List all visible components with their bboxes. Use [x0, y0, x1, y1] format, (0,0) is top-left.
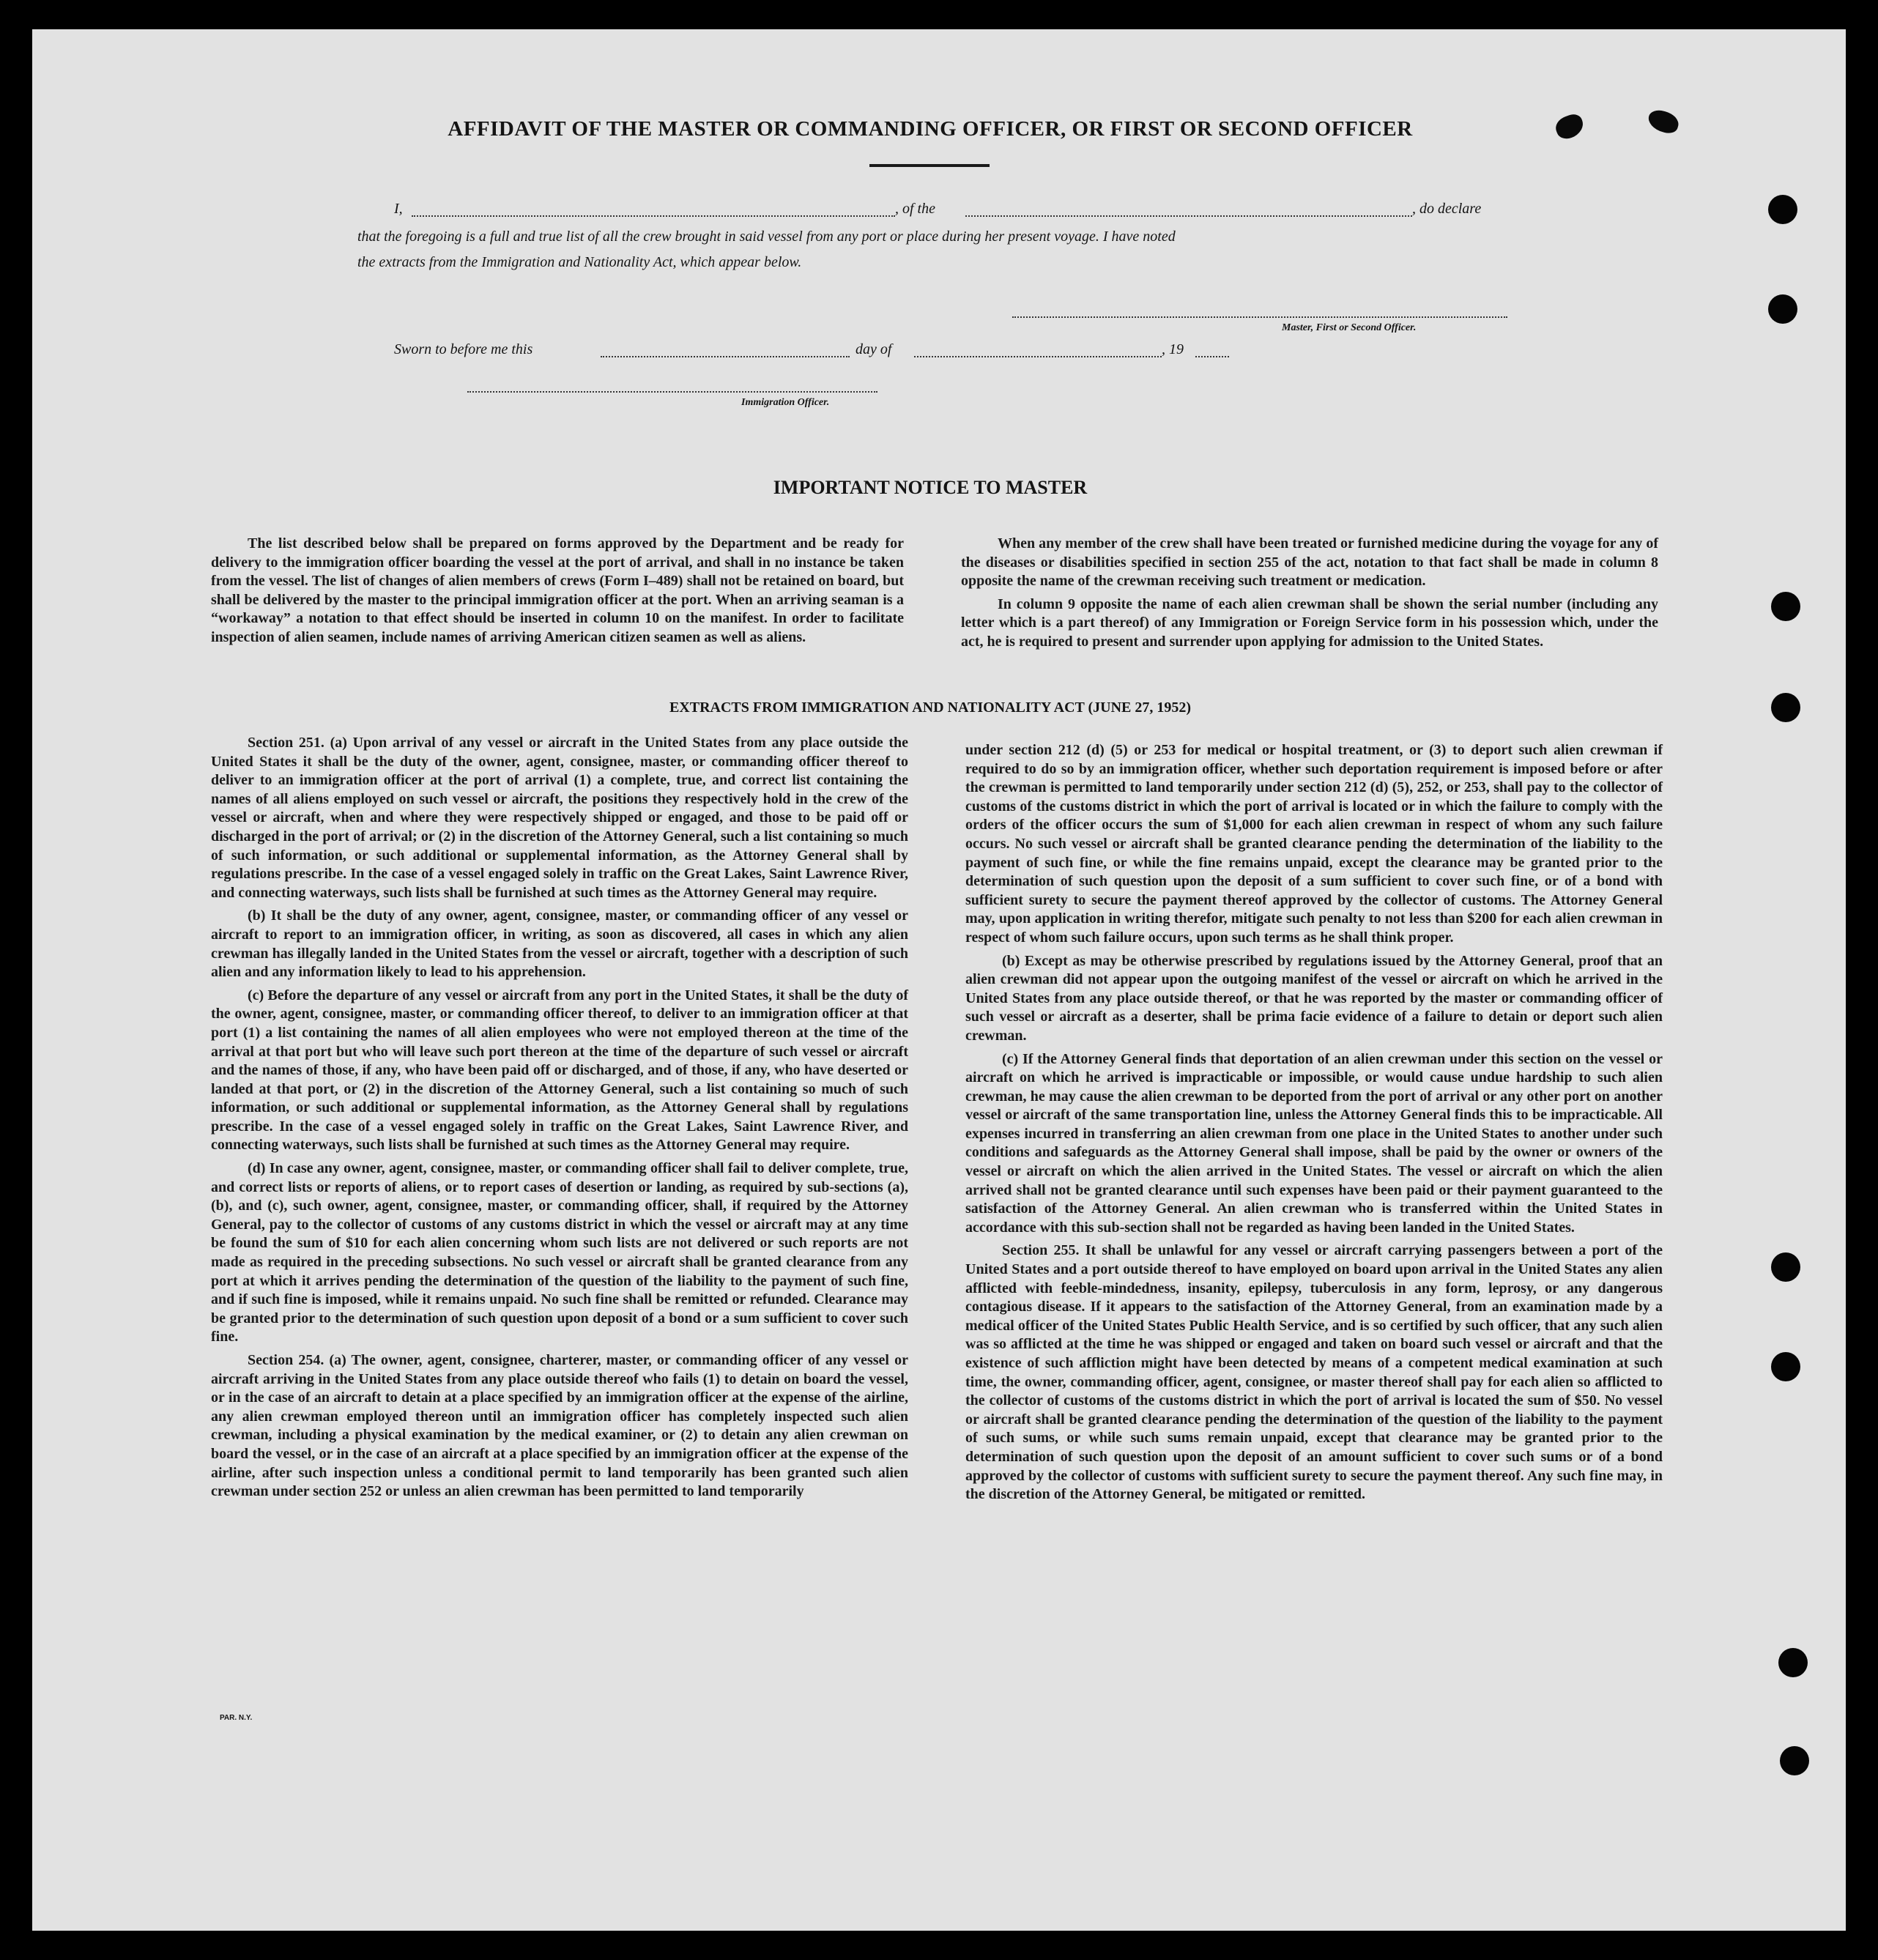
punch-hole [1771, 592, 1800, 621]
notice-right-paragraph: In column 9 opposite the name of each alien crewman shall be shown the serial number (including any letter which is a part thereof) of any Immigration or Foreign Service form in his possession which, under the act, he is required to present and surrender upon applying for admission to the United States. [961, 595, 1658, 650]
notice-right-paragraph: When any member of the crew shall have been treated or furnished medicine during the voyage for any of the diseases or disabilities specified in section 255 of the act, notation to that fact shall be made in column 8 opposite the name of the crewman receiving such treatment or medication. [961, 535, 1658, 590]
title-divider [869, 164, 990, 167]
extract-paragraph: (b) It shall be the duty of any owner, agent, consignee, master, or commanding officer of any vessel or aircraft to report to an immigration officer, in writing, as soon as discovered, all cases in which any alien crewman has illegally landed in the United States from the vessel or aircraft, together with a description of such alien and any information likely to lead to his apprehension. [211, 907, 908, 981]
sworn-month-field[interactable] [914, 356, 1162, 357]
punch-hole [1768, 294, 1797, 324]
immigration-officer-caption: Immigration Officer. [741, 397, 830, 408]
extracts-right-column [965, 741, 1663, 1509]
punch-hole [1780, 1746, 1809, 1775]
declaration-line-3: the extracts from the Immigration and Nationality Act, which appear below. [357, 254, 802, 270]
of-the-text: , of the [895, 201, 935, 217]
immigration-officer-signature-field[interactable] [467, 391, 877, 393]
punch-hole [1771, 1352, 1800, 1381]
declaration-line-2: that the foregoing is a full and true list of all the crew brought in said vessel from any port or place during her present voyage. I have noted [357, 229, 1176, 245]
extract-paragraph: Section 251. (a) Upon arrival of any vessel or aircraft in the United States from any place outside the United States it shall be the duty of the owner, agent, consignee, master, or commanding officer thereof to deliver to an immigration officer at the port of arrival (1) a complete, true, and correct list containing the names of all aliens employed on such vessel or aircraft, the positions they respectively hold in the crew of the vessel or aircraft, when and where they were respectively shipped or engaged, and those to be paid off or discharged in the port of arrival; or (2) in the discretion of the Attorney General, such a list containing so much of such information, or such additional or supplemental information, as the Attorney General shall by regulations prescribe. In the case of a vessel engaged solely in traffic on the Great Lakes, Saint Lawrence River, and connecting waterways, such lists shall be furnished at such times as the Attorney General may require. [211, 735, 908, 901]
extract-paragraph: Section 255. It shall be unlawful for any vessel or aircraft carrying passengers between a port of the United States and a port outside thereof to have employed on board upon arrival in the United States any alien afflicted with feeble-mindedness, insanity, epilepsy, tuberculosis in any form, leprosy, or any dangerous contagious disease. If it appears to the satisfaction of the Attorney General, from an examination made by a medical officer of the United States Public Health Service, and is so certified by such officer, that any such alien was so afflicted at the time he was shipped or engaged and taken on board such vessel or aircraft and that the existence of such affliction might have been detected by means of a competent medical examination at such time, the owner, commanding officer, agent, consignee, or master thereof shall pay for each alien so afflicted to the collector of customs of the customs district in which the port of arrival is located the sum of $50. No vessel or aircraft shall be granted clearance pending the determination of the question of the liability to the payment of such sums, or while such sums remain unpaid, except that clearance may be granted prior to the determination of such question upon the deposit of an amount sufficient to cover such sums or of a bond approved by the collector of customs with sufficient surety to secure the payment thereof. Any such fine may, in the discretion of the Attorney General, be mitigated or remitted. [965, 1242, 1663, 1503]
extracts-title: EXTRACTS FROM IMMIGRATION AND NATIONALITY ACT (JUNE 27, 1952) [669, 699, 1192, 716]
extract-paragraph: (b) Except as may be otherwise prescribed by regulations issued by the Attorney General, proof that an alien crewman did not appear upon the outgoing manifest of the vessel or aircraft on which he arrived in the United States from any place outside thereof, or that he was reported by the master or commanding officer of such vessel or aircraft as a deserter, shall be prima facie evidence of a failure to detain or deport such alien crewman. [965, 952, 1663, 1044]
sworn-year-field[interactable] [1195, 356, 1229, 357]
affidavit-title: AFFIDAVIT OF THE MASTER OR COMMANDING OFFICER, OR FIRST OR SECOND OFFICER [448, 117, 1413, 141]
declarant-prefix: I, [394, 201, 403, 217]
master-signature-caption: Master, First or Second Officer. [1282, 322, 1417, 333]
notice-left-column [211, 535, 904, 652]
extract-paragraph: Section 254. (a) The owner, agent, consignee, charterer, master, or commanding officer of any vessel or aircraft arriving in the United States from any place outside thereof who fails (1) to detain on board the vessel, or in the case of an aircraft to detain at a place specified by an immigration officer at the expense of the airline, any alien crewman employed thereon until an immigration officer has completely inspected such alien crewman, including a physical examination by the medical examiner, or (2) to detain any alien crewman on board the vessel, or in the case of an aircraft at a place specified by an immigration officer at the expense of the airline, after such inspection unless a conditional permit to land temporarily has been granted such alien crewman under section 252 or unless an alien crewman has been permitted to land temporarily [211, 1352, 908, 1500]
do-declare-text: , do declare [1412, 201, 1482, 217]
extract-paragraph: (c) If the Attorney General finds that deportation of an alien crewman under this section on the vessel or aircraft on which he arrived is impracticable or impossible, or would cause undue hardship to such alien crewman, he may cause the alien crewman to be deported from the port of arrival or any other port on another vessel or aircraft of the same transportation line, unless the Attorney General finds this to be impracticable. All expenses incurred in transferring an alien crewman from one place in the United States to another under such conditions and safeguards as the Attorney General shall impose, shall be paid by the owner or owners of the vessel or aircraft on which the alien arrived in the United States. The vessel or aircraft on which the alien arrived shall not be granted clearance until such expenses have been paid or their payment guaranteed to the satisfaction of the Attorney General. An alien crewman who is transferred within the United States in accordance with this sub-section shall not be regarded as having been landed in the United States. [965, 1050, 1663, 1236]
notice-title: IMPORTANT NOTICE TO MASTER [773, 477, 1088, 498]
printer-mark: PAR. N.Y. [220, 1714, 253, 1722]
vessel-name-field[interactable] [965, 215, 1412, 217]
sworn-date-field[interactable] [601, 356, 850, 357]
sworn-prefix: Sworn to before me this [394, 341, 533, 357]
extracts-left-column [211, 734, 908, 1506]
extract-paragraph: (d) In case any owner, agent, consignee, master, or commanding officer shall fail to deliver complete, true, and correct lists or reports of aliens, or to report cases of desertion or landing, as required by sub-sections (a), (b), and (c), such owner, agent, consignee, master, or commanding officer, shall, if required by the Attorney General, pay to the collector of customs of any customs district in which the vessel or aircraft may at any time be found the sum of $10 for each alien concerning whom such lists are not delivered or such reports are not made as required in the preceding subsections. No such vessel or aircraft shall be granted clearance from any port at which it arrives pending the determination of the question of the liability to the payment of such fine, and if such fine is imposed, while it remains unpaid. No such fine shall be remitted or refunded. Clearance may be granted prior to the determination of such question upon deposit of a bond or a sum sufficient to cover such fine. [211, 1160, 908, 1345]
punch-hole [1771, 693, 1800, 722]
master-signature-field[interactable] [1012, 316, 1507, 318]
extract-paragraph: under section 212 (d) (5) or 253 for medical or hospital treatment, or (3) to deport such alien crewman if required to do so by an immigration officer, whether such deportation requirement is imposed before or after the crewman is permitted to land temporarily under section 212 (d) (5), 252, or 253, shall pay to the collector of customs of the customs district in which the port of arrival is located or in which the failure to comply with the orders of the officer occurs the sum of $1,000 for each alien crewman in respect of whom any such failure occurs. No such vessel or aircraft shall be granted clearance pending the determination of the liability to the payment of such fine, or while the fine remains unpaid, except the clearance may be granted prior to the determination of such question upon the deposit of a sum sufficient to cover such fine, or of a bond with sufficient surety to secure the payment thereof approved by the collector of customs. The Attorney General may, upon application in writing therefor, mitigate such penalty to not less than $200 for each alien crewman in respect of whom such failure occurs, upon such terms as he shall think proper. [965, 742, 1663, 946]
punch-hole [1778, 1648, 1808, 1677]
notice-right-column [961, 535, 1658, 656]
sworn-year-prefix: , 19 [1162, 341, 1184, 357]
punch-hole [1771, 1252, 1800, 1282]
notice-left-paragraph: The list described below shall be prepared on forms approved by the Department and be ready for delivery to the immigration officer boarding the vessel at the port of arrival, and shall in no instance be taken from the vessel. The list of changes of alien members of crews (Form I–489) shall not be retained on board, but shall be delivered by the master to the principal immigration officer at the port. When an arriving seaman is a “workaway” a notation to that effect should be inserted in column 10 on the manifest. In order to facilitate inspection of alien seamen, include names of arriving American citizen seamen as well as aliens. [211, 535, 904, 645]
day-of-text: day of [856, 341, 892, 357]
declarant-name-field[interactable] [412, 215, 895, 217]
extract-paragraph: (c) Before the departure of any vessel or aircraft from any port in the United States, it shall be the duty of the owner, agent, consignee, master, or commanding officer thereof, to deliver to an immigration officer at that port (1) a list containing the names of all alien employees who were not employed thereon at the time of the arrival at that port but who will leave such port thereon at the time of the departure of such vessel or aircraft and the names of those, if any, who have been paid off or discharged, and of those, if any, who have deserted or landed at that port, or (2) in the discretion of the Attorney General, such a list containing so much of such information, or such additional or supplemental information, as the Attorney General shall by regulations prescribe. In the case of a vessel engaged solely in traffic on the Great Lakes, Saint Lawrence River, and connecting waterways, such lists shall be furnished at such times as the Attorney General may require. [211, 987, 908, 1154]
punch-hole [1768, 195, 1797, 224]
